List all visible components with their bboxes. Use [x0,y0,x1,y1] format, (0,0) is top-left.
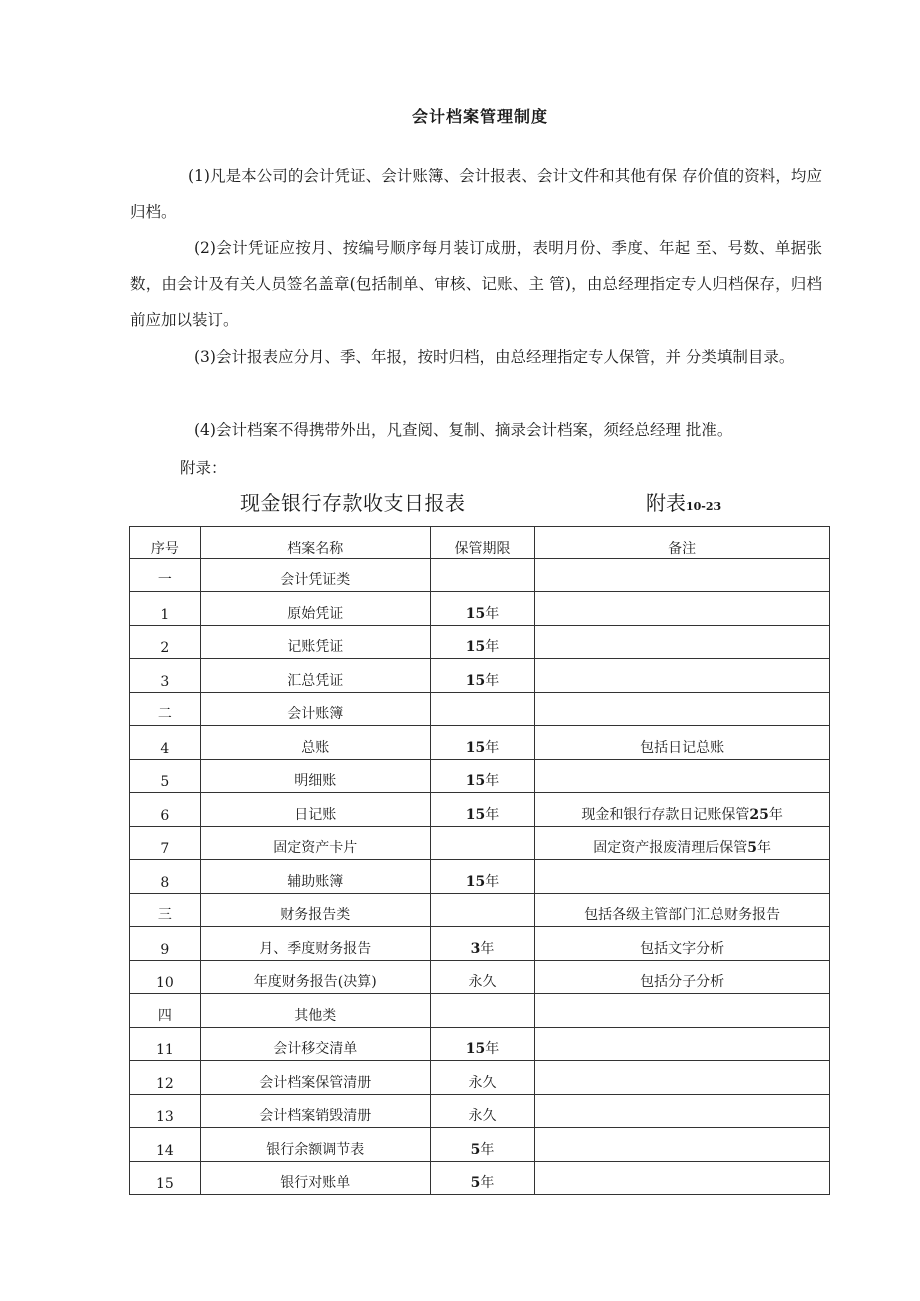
table-row [130,1161,830,1195]
table-body [130,558,830,1195]
cell-name: 固定资产卡片 [200,826,430,860]
cell-note: 包括各级主管部门汇总财务报告 [535,893,830,927]
table-row [130,759,830,793]
cell-note [535,759,830,793]
header-period: 保管期限 [430,527,535,559]
cell-period: 15年 [430,625,535,659]
cell-seq: 2 [130,625,201,659]
cell-seq: 15 [130,1161,201,1195]
table-row [130,558,830,592]
cell-name: 会计档案销毁清册 [200,1094,430,1128]
document-title: 会计档案管理制度 [411,107,548,126]
cell-name: 银行对账单 [200,1161,430,1195]
cell-note [535,1161,830,1195]
cell-period [430,994,535,1028]
cell-note [535,1027,830,1061]
cell-seq: 11 [130,1027,201,1061]
table-row [130,692,830,726]
cell-note [535,692,830,726]
cell-seq: 3 [130,659,201,693]
paragraph-3: (3)会计报表应分月、季、年报，按时归档，由总经理指定专人保管，并 分类填制目录。 [194,348,795,366]
cell-note: 现金和银行存款日记账保管25年 [535,793,830,827]
cell-period: 15年 [430,1027,535,1061]
cell-note [535,558,830,592]
cell-seq: 四 [130,994,201,1028]
cell-name: 总账 [200,726,430,760]
cell-seq: 7 [130,826,201,860]
table-row [130,960,830,994]
cell-period: 15年 [430,659,535,693]
cell-period: 15年 [430,793,535,827]
cell-period: 15年 [430,592,535,626]
cell-note: 固定资产报废清理后保管5年 [535,826,830,860]
cell-name: 会计账簿 [200,692,430,726]
table-row [130,893,830,927]
table-title: 现金银行存款收支日报表 [240,491,466,515]
cell-period: 永久 [430,1094,535,1128]
cell-name: 会计档案保管清册 [200,1061,430,1095]
cell-seq: 8 [130,860,201,894]
archive-retention-table [129,526,830,1195]
table-row [130,726,830,760]
cell-note [535,592,830,626]
table-row [130,793,830,827]
table-row [130,927,830,961]
cell-seq: 5 [130,759,201,793]
header-note: 备注 [535,527,830,559]
paragraph-4: (4)会计档案不得携带外出，凡查阅、复制、摘录会计档案，须经总经理 批准。 [194,421,733,439]
cell-name: 原始凭证 [200,592,430,626]
cell-period: 15年 [430,726,535,760]
table-row [130,1061,830,1095]
cell-period: 3年 [430,927,535,961]
cell-note: 包括日记总账 [535,726,830,760]
cell-name: 月、季度财务报告 [200,927,430,961]
cell-seq: 一 [130,558,201,592]
cell-name: 其他类 [200,994,430,1028]
cell-note [535,1061,830,1095]
table-ref-prefix: 附表 [646,491,686,515]
table-row [130,826,830,860]
cell-period [430,558,535,592]
cell-seq: 6 [130,793,201,827]
cell-period: 5年 [430,1161,535,1195]
cell-period [430,893,535,927]
table-row [130,1027,830,1061]
cell-period: 15年 [430,759,535,793]
cell-name: 日记账 [200,793,430,827]
table-row [130,659,830,693]
cell-period [430,826,535,860]
cell-seq: 1 [130,592,201,626]
cell-period: 永久 [430,1061,535,1095]
table-row [130,860,830,894]
cell-seq: 14 [130,1128,201,1162]
cell-seq: 二 [130,692,201,726]
cell-name: 银行余额调节表 [200,1128,430,1162]
cell-name: 汇总凭证 [200,659,430,693]
cell-name: 记账凭证 [200,625,430,659]
header-seq: 序号 [130,527,201,559]
cell-seq: 10 [130,960,201,994]
table-row [130,1128,830,1162]
cell-note [535,994,830,1028]
cell-name: 会计凭证类 [200,558,430,592]
cell-note [535,625,830,659]
cell-period: 15年 [430,860,535,894]
paragraph-1: (1)凡是本公司的会计凭证、会计账簿、会计报表、会计文件和其他有保 存价值的资料，均应归档。 [130,167,822,221]
cell-note: 包括分子分析 [535,960,830,994]
cell-name: 辅助账簿 [200,860,430,894]
cell-seq: 9 [130,927,201,961]
cell-note [535,659,830,693]
cell-name: 会计移交清单 [200,1027,430,1061]
cell-note [535,1128,830,1162]
cell-name: 财务报告类 [200,893,430,927]
appendix-label: 附录： [180,459,227,477]
table-ref-number: 10-23 [686,500,722,513]
cell-period: 5年 [430,1128,535,1162]
paragraph-2: (2)会计凭证应按月、按编号顺序每月装订成册，表明月份、季度、年起 至、号数、单据张数，由会计及有关人员签名盖章(包括制单、审核、记账、主 管)，由总经理指定专人归档保存，归档前应加以装订。 [130,239,822,329]
cell-note [535,860,830,894]
cell-name: 年度财务报告(决算) [200,960,430,994]
table-row [130,592,830,626]
cell-note: 包括文字分析 [535,927,830,961]
cell-seq: 13 [130,1094,201,1128]
cell-period: 永久 [430,960,535,994]
header-name: 档案名称 [200,527,430,559]
cell-seq: 三 [130,893,201,927]
table-row [130,1094,830,1128]
cell-name: 明细账 [200,759,430,793]
table-header-row [130,527,830,559]
cell-period [430,692,535,726]
cell-seq: 4 [130,726,201,760]
table-row [130,625,830,659]
table-row [130,994,830,1028]
cell-note [535,1094,830,1128]
cell-seq: 12 [130,1061,201,1095]
table-reference [646,487,721,516]
